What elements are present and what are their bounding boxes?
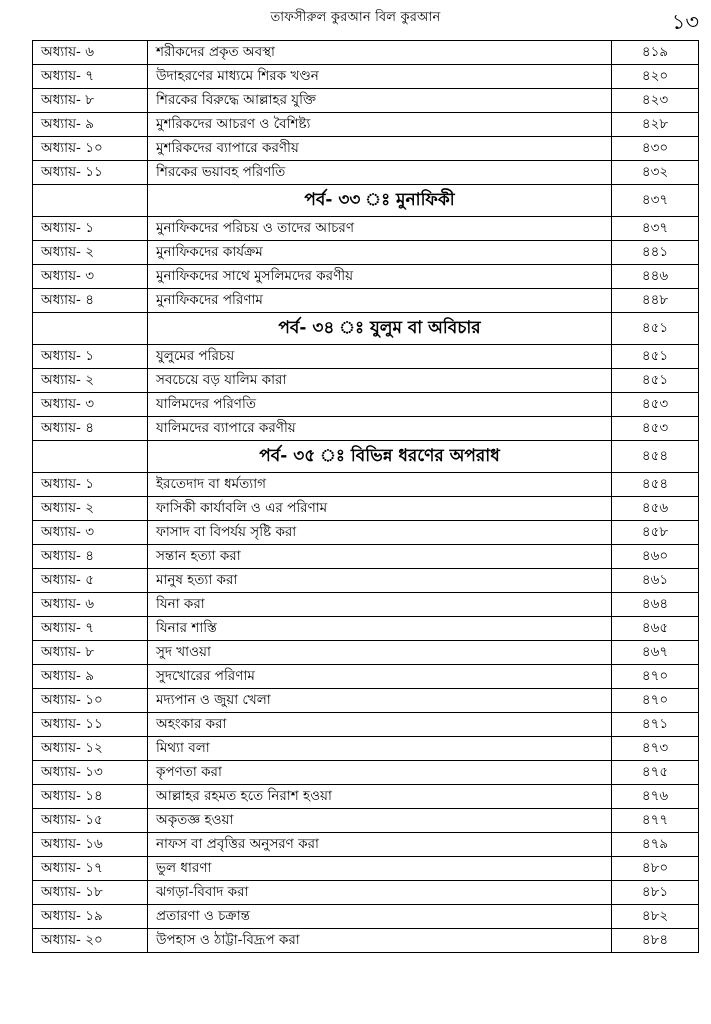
chapter-row (33, 113, 699, 137)
chapter-title: ফাসিকী কার্যাবলি ও এর পরিণাম (148, 497, 612, 521)
chapter-page-number: ৪৮২ (612, 905, 699, 929)
chapter-title: মিথ্যা বলা (148, 737, 612, 761)
chapter-page-number: ৪৪১ (612, 241, 699, 265)
chapter-label: অধ্যায়- ৬ (33, 41, 148, 65)
chapter-page-number: ৪৩২ (612, 161, 699, 185)
chapter-row (33, 833, 699, 857)
chapter-row (33, 41, 699, 65)
chapter-page-number: ৪২৮ (612, 113, 699, 137)
chapter-row (33, 89, 699, 113)
chapter-row (33, 641, 699, 665)
chapter-title: ঝগড়া-বিবাদ করা (148, 881, 612, 905)
chapter-title: আল্লাহর রহমত হতে নিরাশ হওয়া (148, 785, 612, 809)
chapter-row (33, 737, 699, 761)
chapter-title: শিরকের বিরুদ্ধে আল্লাহর যুক্তি (148, 89, 612, 113)
part-row (33, 185, 699, 217)
chapter-row (33, 617, 699, 641)
chapter-label: অধ্যায়- ১৪ (33, 785, 148, 809)
chapter-label: অধ্যায়- ১ (33, 473, 148, 497)
part-row (33, 441, 699, 473)
chapter-title: মানুষ হত্যা করা (148, 569, 612, 593)
chapter-page-number: ৪৫৬ (612, 497, 699, 521)
chapter-label: অধ্যায়- ৩ (33, 521, 148, 545)
chapter-label: অধ্যায়- ২০ (33, 929, 148, 953)
chapter-label: অধ্যায়- ৫ (33, 569, 148, 593)
table-of-contents (32, 40, 699, 953)
chapter-label: অধ্যায়- ১ (33, 217, 148, 241)
chapter-page-number: ৪২৩ (612, 89, 699, 113)
toc-body (33, 41, 699, 953)
chapter-row (33, 665, 699, 689)
chapter-label: অধ্যায়- ১৩ (33, 761, 148, 785)
chapter-label: অধ্যায়- ১১ (33, 713, 148, 737)
chapter-title: সন্তান হত্যা করা (148, 545, 612, 569)
chapter-title: উপহাস ও ঠাট্টা-বিদ্রূপ করা (148, 929, 612, 953)
chapter-page-number: ৪৮১ (612, 881, 699, 905)
chapter-label: অধ্যায়- ২ (33, 369, 148, 393)
chapter-title: যিনা করা (148, 593, 612, 617)
chapter-row (33, 393, 699, 417)
part-label-cell (33, 185, 148, 217)
chapter-row (33, 473, 699, 497)
chapter-title: যালিমদের ব্যাপারে করণীয় (148, 417, 612, 441)
chapter-row (33, 593, 699, 617)
chapter-page-number: ৪৫৩ (612, 393, 699, 417)
chapter-row (33, 545, 699, 569)
chapter-page-number: ৪৭৭ (612, 809, 699, 833)
chapter-label: অধ্যায়- ২ (33, 241, 148, 265)
chapter-label: অধ্যায়- ৬ (33, 593, 148, 617)
chapter-page-number: ৪৬৭ (612, 641, 699, 665)
chapter-page-number: ৪৫১ (612, 369, 699, 393)
chapter-title: নাফস বা প্রবৃত্তির অনুসরণ করা (148, 833, 612, 857)
chapter-label: অধ্যায়- ৪ (33, 289, 148, 313)
chapter-title: ফাসাদ বা বিপর্যয় সৃষ্টি করা (148, 521, 612, 545)
chapter-title: মদ্যপান ও জুয়া খেলা (148, 689, 612, 713)
chapter-row (33, 417, 699, 441)
chapter-title: মুনাফিকদের পরিচয় ও তাদের আচরণ (148, 217, 612, 241)
chapter-label: অধ্যায়- ৭ (33, 65, 148, 89)
chapter-label: অধ্যায়- ২ (33, 497, 148, 521)
chapter-label: অধ্যায়- ১ (33, 345, 148, 369)
chapter-page-number: ৪৭০ (612, 689, 699, 713)
chapter-label: অধ্যায়- ৯ (33, 113, 148, 137)
chapter-label: অধ্যায়- ৩ (33, 393, 148, 417)
chapter-title: যালিমদের পরিণতি (148, 393, 612, 417)
chapter-title: অকৃতজ্ঞ হওয়া (148, 809, 612, 833)
chapter-page-number: ৪৩৭ (612, 217, 699, 241)
chapter-label: অধ্যায়- ৯ (33, 665, 148, 689)
chapter-title: মুনাফিকদের কার্যক্রম (148, 241, 612, 265)
chapter-label: অধ্যায়- ৭ (33, 617, 148, 641)
chapter-row (33, 689, 699, 713)
chapter-page-number: ৪৬৪ (612, 593, 699, 617)
part-title: পর্ব- ৩৩ ঃ মুনাফিকী (148, 185, 612, 217)
chapter-label: অধ্যায়- ১৭ (33, 857, 148, 881)
part-title: পর্ব- ৩৪ ঃ যুলুম বা অবিচার (148, 313, 612, 345)
chapter-label: অধ্যায়- ১৬ (33, 833, 148, 857)
chapter-row (33, 713, 699, 737)
page-header (0, 0, 711, 40)
chapter-row (33, 761, 699, 785)
chapter-row (33, 137, 699, 161)
chapter-page-number: ৪৫৩ (612, 417, 699, 441)
chapter-label: অধ্যায়- ১১ (33, 161, 148, 185)
chapter-page-number: ৪৮৪ (612, 929, 699, 953)
chapter-row (33, 857, 699, 881)
chapter-label: অধ্যায়- ৪ (33, 417, 148, 441)
chapter-title: ইরতেদাদ বা ধর্মত্যাগ (148, 473, 612, 497)
chapter-row (33, 289, 699, 313)
chapter-title: প্রতারণা ও চক্রান্ত (148, 905, 612, 929)
chapter-page-number: ৪৬১ (612, 569, 699, 593)
chapter-page-number: ৪৭৫ (612, 761, 699, 785)
chapter-page-number: ৪৮০ (612, 857, 699, 881)
chapter-title: শিরকের ভয়াবহ পরিণতি (148, 161, 612, 185)
chapter-page-number: ৪৬০ (612, 545, 699, 569)
chapter-row (33, 521, 699, 545)
chapter-title: মুশরিকদের আচরণ ও বৈশিষ্ট্য (148, 113, 612, 137)
chapter-row (33, 217, 699, 241)
chapter-page-number: ৪৫৪ (612, 473, 699, 497)
chapter-page-number: ৪৪৮ (612, 289, 699, 313)
chapter-label: অধ্যায়- ১৫ (33, 809, 148, 833)
chapter-page-number: ৪১৯ (612, 41, 699, 65)
chapter-label: অধ্যায়- ১৯ (33, 905, 148, 929)
chapter-page-number: ৪৭১ (612, 713, 699, 737)
part-page-number: ৪৩৭ (612, 185, 699, 217)
chapter-row (33, 929, 699, 953)
chapter-row (33, 265, 699, 289)
chapter-title: সুদখোরের পরিণাম (148, 665, 612, 689)
chapter-page-number: ৪৭৯ (612, 833, 699, 857)
chapter-label: অধ্যায়- ১৮ (33, 881, 148, 905)
chapter-page-number: ৪৫১ (612, 345, 699, 369)
part-label-cell (33, 441, 148, 473)
chapter-title: মুনাফিকদের সাথে মুসলিমদের করণীয় (148, 265, 612, 289)
chapter-title: উদাহরণের মাধ্যমে শিরক খণ্ডন (148, 65, 612, 89)
chapter-row (33, 369, 699, 393)
chapter-label: অধ্যায়- ৮ (33, 641, 148, 665)
part-title: পর্ব- ৩৫ ঃ বিভিন্ন ধরণের অপরাধ (148, 441, 612, 473)
chapter-page-number: ৪৭০ (612, 665, 699, 689)
chapter-title: সবচেয়ে বড় যালিম কারা (148, 369, 612, 393)
chapter-row (33, 497, 699, 521)
chapter-row (33, 65, 699, 89)
chapter-title: অহংকার করা (148, 713, 612, 737)
chapter-label: অধ্যায়- ৮ (33, 89, 148, 113)
chapter-title: শরীকদের প্রকৃত অবস্থা (148, 41, 612, 65)
chapter-label: অধ্যায়- ১০ (33, 689, 148, 713)
chapter-title: মুশরিকদের ব্যাপারে করণীয় (148, 137, 612, 161)
part-page-number: ৪৫৪ (612, 441, 699, 473)
chapter-page-number: ৪৩০ (612, 137, 699, 161)
chapter-title: যিনার শাস্তি (148, 617, 612, 641)
chapter-row (33, 161, 699, 185)
chapter-title: সুদ খাওয়া (148, 641, 612, 665)
chapter-row (33, 785, 699, 809)
chapter-row (33, 809, 699, 833)
chapter-page-number: ৪৭৬ (612, 785, 699, 809)
part-row (33, 313, 699, 345)
chapter-title: ভুল ধারণা (148, 857, 612, 881)
chapter-row (33, 905, 699, 929)
chapter-label: অধ্যায়- ১০ (33, 137, 148, 161)
chapter-page-number: ৪২০ (612, 65, 699, 89)
chapter-page-number: ৪৭৩ (612, 737, 699, 761)
chapter-page-number: ৪৫৮ (612, 521, 699, 545)
chapter-page-number: ৪৪৬ (612, 265, 699, 289)
chapter-label: অধ্যায়- ৩ (33, 265, 148, 289)
page-number: ১৩ (671, 10, 699, 34)
chapter-row (33, 345, 699, 369)
chapter-title: যুলুমের পরিচয় (148, 345, 612, 369)
part-page-number: ৪৫১ (612, 313, 699, 345)
chapter-label: অধ্যায়- ১২ (33, 737, 148, 761)
chapter-row (33, 569, 699, 593)
chapter-row (33, 241, 699, 265)
chapter-row (33, 881, 699, 905)
running-header-title: তাফসীরুল কুরআন বিল কুরআন (270, 10, 441, 25)
chapter-title: মুনাফিকদের পরিণাম (148, 289, 612, 313)
chapter-page-number: ৪৬৫ (612, 617, 699, 641)
chapter-label: অধ্যায়- ৪ (33, 545, 148, 569)
part-label-cell (33, 313, 148, 345)
chapter-title: কৃপণতা করা (148, 761, 612, 785)
